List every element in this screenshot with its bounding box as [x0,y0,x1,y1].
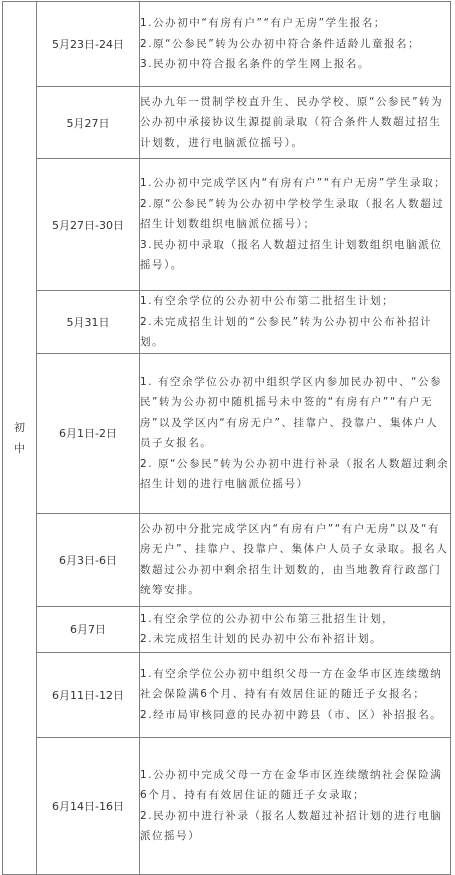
enrollment-schedule-table [2,1,451,875]
date-cell: 5月27日-30日 [37,159,140,291]
table-row [3,737,451,874]
description-line: 2. 原“公参民”转为公办初中进行补录（报名人数超过剩余招生计划的进行电脑派位摇号） [140,457,450,490]
description-line: 民办九年一贯制学校直升生、民办学校、原“公参民”转为公办初中承接协议生源提前录取（符合条件人数超过招生计划数，进行电脑派位摇号）。 [140,95,444,149]
description-line: 2.未完成招生计划的“公参民”转为公办初中公布补招计划。 [140,315,433,348]
description-line: 2.原“公参民”转为公办初中学校学生录取（报名人数超过招生计划数组织电脑派位摇号）； [140,197,445,231]
description-line: 2.原“公参民”转为公办初中符合条件适龄儿童报名； [140,37,421,50]
date-cell: 5月31日 [37,291,140,354]
description-cell [140,353,451,513]
table-row [3,2,451,87]
description-line: 1. 有空余学位公办初中组织学区内参加民办初中、“公参民”转为公办初中随机摇号未中签的“有房有户”“有户无房”以及学区内“有房无户”、挂靠户、投靠户、集体户人员子女报名。 [140,375,443,449]
table-row [3,513,451,606]
description-line: 1.有空余学位的公办初中公布第二批招生计划； [140,295,395,307]
description-line: 3.民办初中符合报名条件的学生网上报名。 [140,58,371,71]
table-row [3,87,451,159]
description-cell [140,159,451,291]
description-line: 1.有空余学位公办初中组织父母一方在金华市区连续缴纳社会保险满6个月、持有有效居住证的随迁子女报名； [140,667,443,701]
description-line: 1.有空余学位的公办初中公布第三批招生计划， [140,612,395,625]
date-cell: 6月14日-16日 [37,737,140,874]
description-line: 2.经市局审核同意的民办初中跨县（市、区）补招报名。 [140,708,443,721]
table-row [3,291,451,354]
description-cell [140,652,451,737]
description-cell [140,2,451,87]
date-cell: 6月7日 [37,606,140,652]
description-line: 3.民办初中录取（报名人数超过招生计划数组织电脑派位摇号）。 [140,238,443,272]
description-line: 公办初中分批完成学区内“有房有户”“有户无房”以及“有房无户”、挂靠户、投靠户、集体户人员子女录取。报名人数超过公办初中剩余招生计划数的，由当地教育行政部门统筹安排。 [140,522,449,596]
table-row [3,159,451,291]
date-cell: 6月3日-6日 [37,513,140,606]
description-line: 2.未完成招生计划的民办初中公布补招计划。 [140,633,383,645]
date-cell: 6月1日-2日 [37,353,140,513]
description-cell [140,606,451,652]
description-cell [140,87,451,159]
schedule-body [3,2,451,875]
description-cell [140,737,451,874]
date-cell: 5月27日 [37,87,140,159]
description-line: 2.民办初中进行补录（报名人数超过补招计划的进行电脑派位摇号） [140,809,443,842]
description-cell [140,291,451,354]
description-cell [140,513,451,606]
date-cell: 5月23日-24日 [37,2,140,87]
table-row [3,353,451,513]
description-line: 1.公办初中“有房有户”“有户无房”学生报名； [140,17,386,30]
table-row [3,652,451,737]
category-cell [3,2,37,875]
date-cell: 6月11日-12日 [37,652,140,737]
description-line: 1.公办初中完成父母一方在金华市区连续缴纳社会保险满6个月、持有有效居住证的随迁子女录取； [140,768,443,801]
category-label: 初中 [14,420,25,455]
table-row [3,606,451,652]
description-line: 1.公办初中完成学区内“有房有户”“有户无房”学生录取； [140,177,447,190]
